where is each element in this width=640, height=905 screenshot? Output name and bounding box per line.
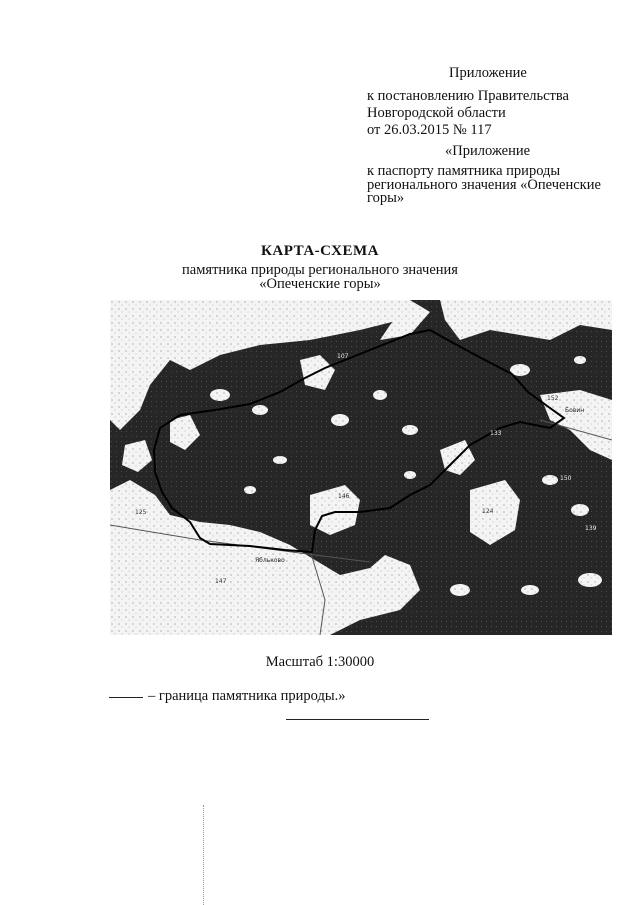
region-name: Новгородской области [367,105,506,121]
margin-line [203,805,204,905]
passport-ref-line3: горы» [367,190,405,206]
elev-label: 139 [585,525,597,532]
passport-ref-line2: регионального значения «Опеченские [367,177,601,193]
passport-ref: к паспорту памятника природы [367,163,561,179]
resolution-ref: к постановлению Правительства [367,88,569,104]
elev-label: 125 [135,509,147,516]
legend-text: – граница памятника природы.» [148,688,346,704]
closing-rule [286,719,429,720]
elev-label: 152 [547,395,559,402]
page-subtitle-name: «Опеченские горы» [259,276,381,292]
place-label: Ябльково [255,557,285,564]
page-subtitle: памятника природы регионального значения [182,262,458,278]
page-title: КАРТА-СХЕМА [261,243,379,259]
map-scheme [110,300,612,635]
elev-label: 150 [560,475,572,482]
elev-label: 133 [490,430,502,437]
annex-label: Приложение [449,65,527,81]
elev-label: 147 [215,578,227,585]
elev-label: 146 [338,493,350,500]
resolution-date: от 26.03.2015 № 117 [367,122,492,138]
place-label: Бовин [565,407,585,414]
boundary-legend-line [109,697,143,698]
elev-label: 107 [337,353,349,360]
elev-label: 124 [482,508,494,515]
map-scale: Масштаб 1:30000 [265,654,375,670]
inner-annex-label: «Приложение [445,143,531,159]
